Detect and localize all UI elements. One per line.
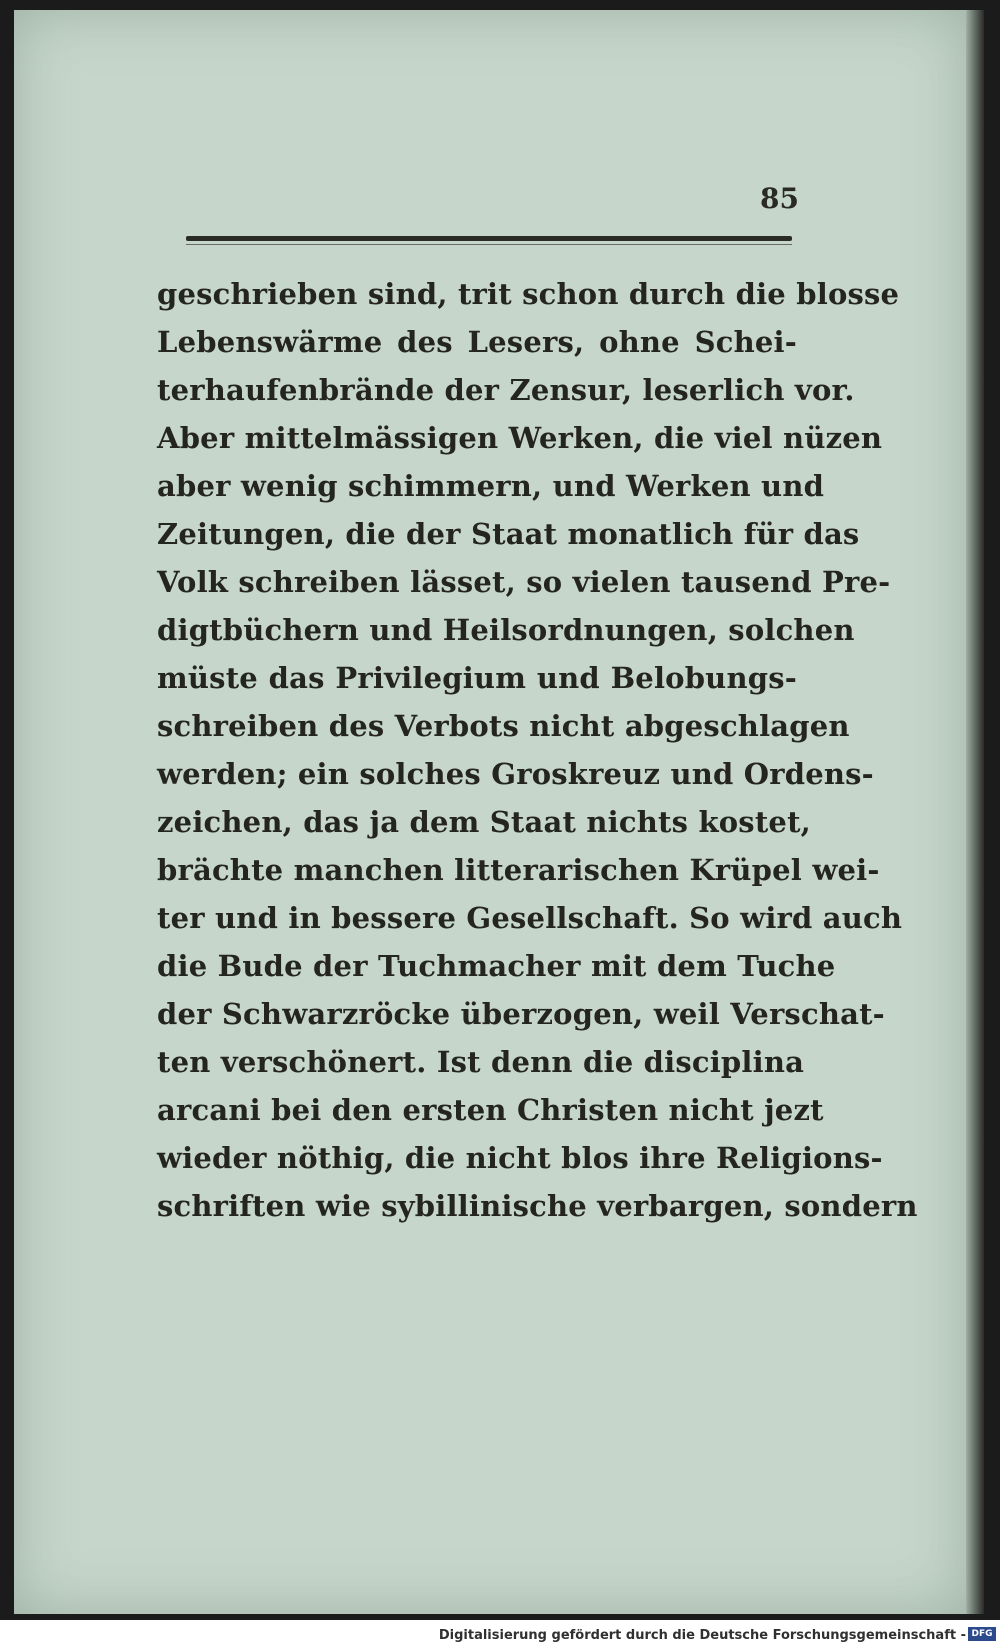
page-edge bbox=[966, 10, 984, 1614]
text-line: aber wenig schimmern, und Werken und bbox=[157, 469, 825, 503]
text-line: schreiben des Verbots nicht abgeschlagen bbox=[157, 709, 850, 743]
text-line: arcani bei den ersten Christen nicht jezt bbox=[157, 1093, 824, 1127]
page-number: 85 bbox=[760, 182, 799, 215]
header-rule bbox=[186, 236, 792, 241]
text-line: Aber mittelmässigen Werken, die viel nüzen bbox=[157, 421, 883, 455]
text-line: digtbüchern und Heilsordnungen, solchen bbox=[157, 613, 855, 647]
dfg-logo: DFG bbox=[968, 1627, 996, 1641]
text-line: brächte manchen litterarischen Krüpel wei- bbox=[157, 853, 880, 887]
text-line: müste das Privilegium und Belobungs- bbox=[157, 661, 797, 695]
text-line: ten verschönert. Ist denn die disciplina bbox=[157, 1045, 805, 1079]
text-line: der Schwarzröcke überzogen, weil Verschat- bbox=[157, 997, 885, 1031]
text-line: geschrieben sind, trit schon durch die blosse bbox=[157, 277, 900, 311]
text-line: terhaufenbrände der Zensur, leserlich vor. bbox=[157, 373, 855, 407]
text-line: werden; ein solches Groskreuz und Ordens- bbox=[157, 757, 874, 791]
text-line: ter und in bessere Gesellschaft. So wird auch bbox=[157, 901, 903, 935]
funding-credit: Digitalisierung gefördert durch die Deutsche Forschungsgemeinschaft - bbox=[438, 1628, 966, 1643]
text-line: Lebenswärme des Lesers, ohne Schei- bbox=[157, 325, 797, 359]
text-line: zeichen, das ja dem Staat nichts kostet, bbox=[157, 805, 811, 839]
body-text bbox=[157, 270, 918, 1230]
text-line: schriften wie sybillinische verbargen, sondern bbox=[157, 1189, 918, 1223]
text-line: die Bude der Tuchmacher mit dem Tuche bbox=[157, 949, 836, 983]
text-line: Volk schreiben lässet, so vielen tausend Pre- bbox=[157, 565, 891, 599]
text-line: Zeitungen, die der Staat monatlich für das bbox=[157, 517, 860, 551]
text-line: wieder nöthig, die nicht blos ihre Religions- bbox=[157, 1141, 883, 1175]
header-rule-thin bbox=[186, 244, 792, 245]
